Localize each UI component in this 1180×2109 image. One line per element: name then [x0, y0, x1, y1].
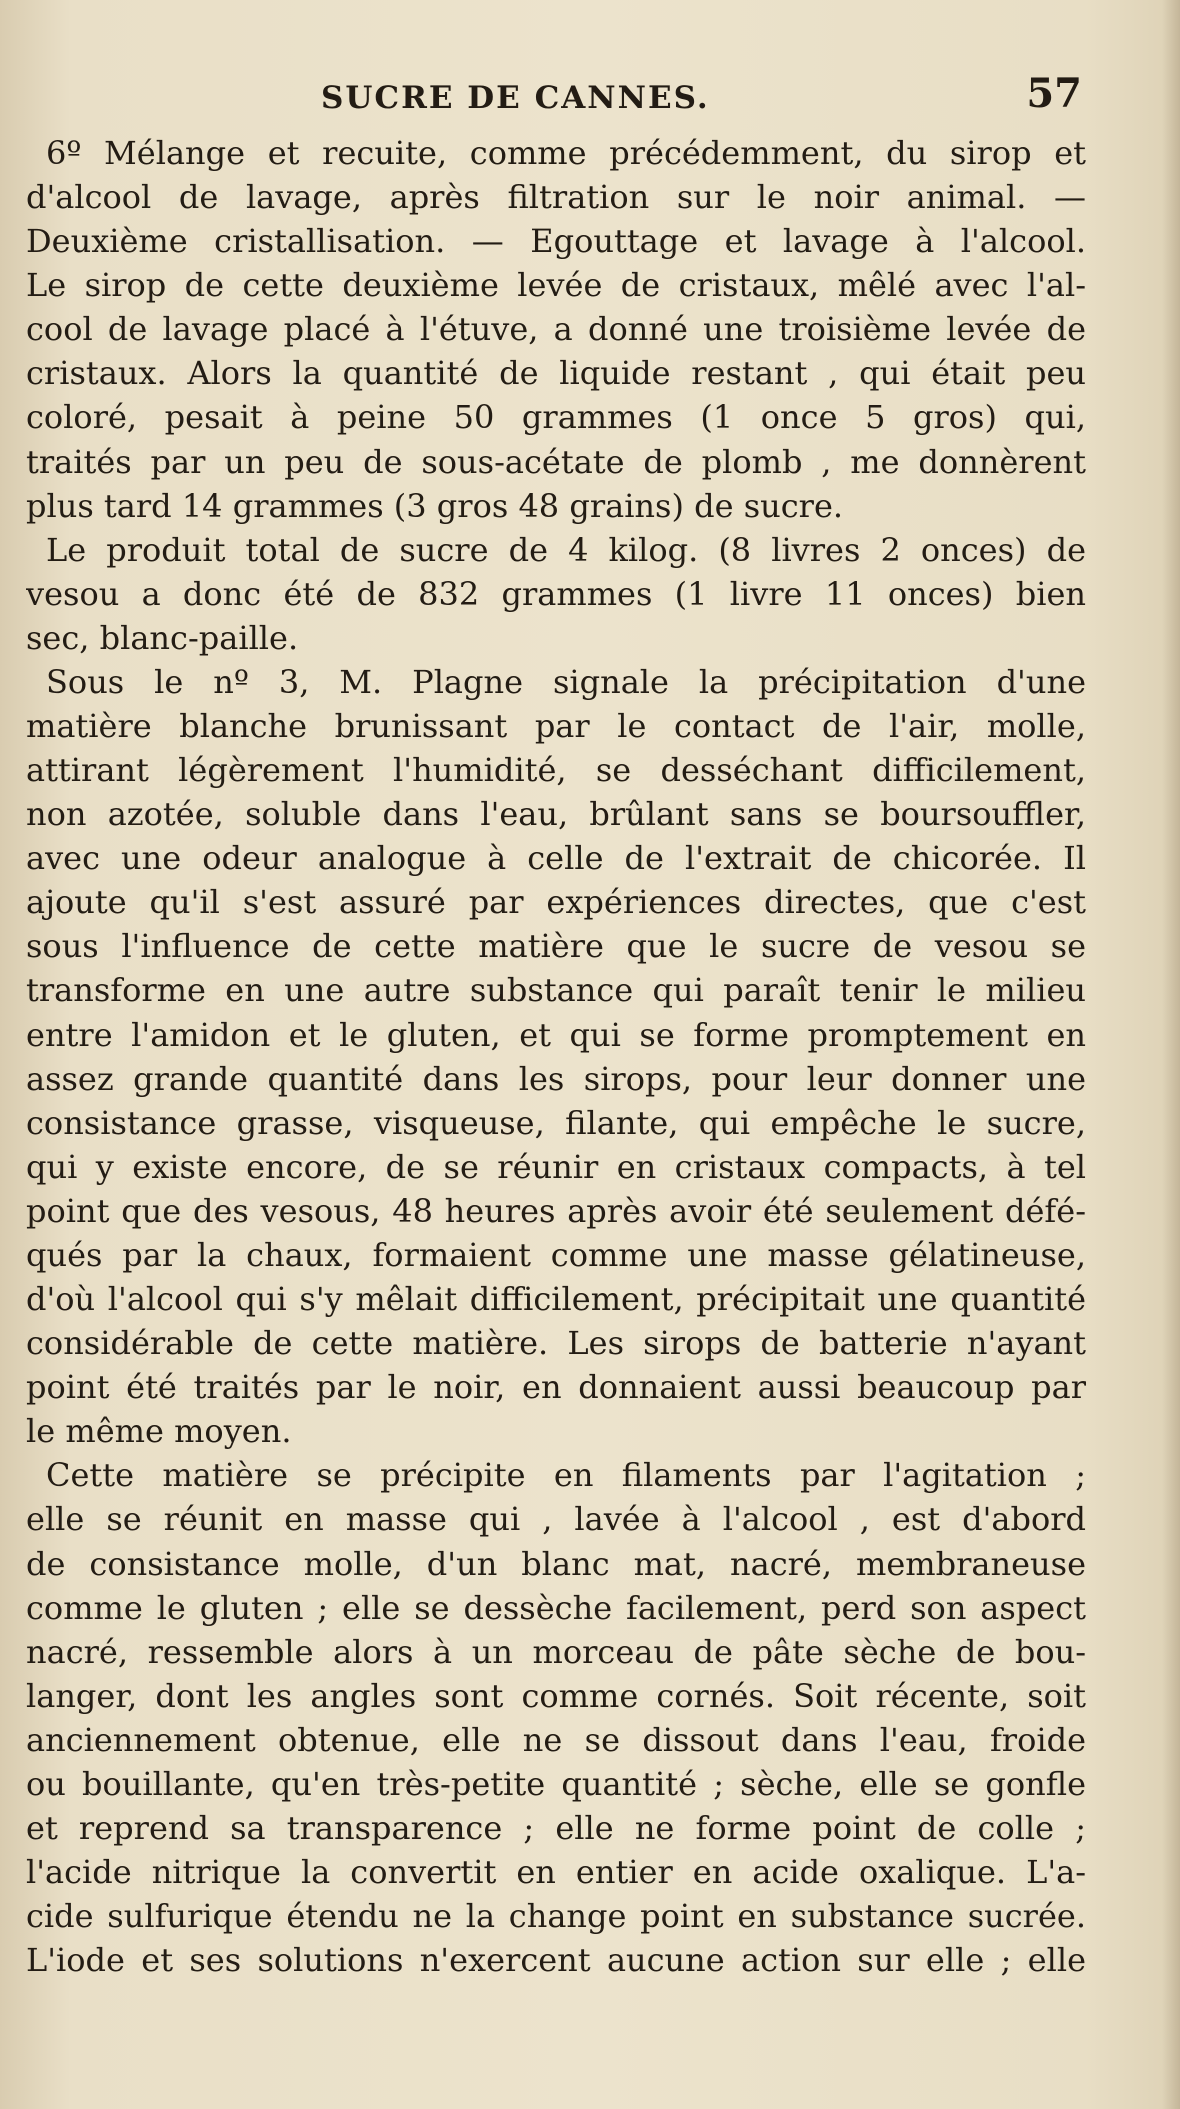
- text-line: cool de lavage placé à l'étuve, a donné une troisième levée de: [26, 310, 1086, 349]
- text-line: qui y existe encore, de se réunir en cristaux compacts, à tel: [26, 1147, 1086, 1186]
- text-line: nacré, ressemble alors à un morceau de pâte sèche de bou-: [26, 1632, 1086, 1671]
- text-line: d'où l'alcool qui s'y mêlait difficilement, précipitait une quantité: [26, 1280, 1086, 1319]
- page-edge-shadow: [1162, 0, 1180, 2109]
- page-body: [26, 131, 1086, 1982]
- text-line: vesou a donc été de 832 grammes (1 livre 11 onces) bien: [26, 574, 1086, 613]
- text-line: coloré, pesait à peine 50 grammes (1 once 5 gros) qui,: [26, 398, 1086, 437]
- text-line: traités par un peu de sous-acétate de plomb , me donnèrent: [26, 442, 1086, 481]
- text-line: avec une odeur analogue à celle de l'extrait de chicorée. Il: [26, 839, 1086, 878]
- text-line: l'acide nitrique la convertit en entier en acide oxalique. L'a-: [26, 1853, 1086, 1892]
- text-line: Le sirop de cette deuxième levée de cristaux, mêlé avec l'al-: [26, 266, 1086, 305]
- text-line: entre l'amidon et le gluten, et qui se forme promptement en: [26, 1015, 1086, 1054]
- text-line: Cette matière se précipite en filaments par l'agitation ;: [46, 1456, 1086, 1495]
- text-line: point été traités par le noir, en donnaient aussi beaucoup par: [26, 1368, 1086, 1407]
- page-number: 57: [1026, 70, 1082, 117]
- text-line: assez grande quantité dans les sirops, pour leur donner une: [26, 1059, 1086, 1098]
- text-line: Le produit total de sucre de 4 kilog. (8 livres 2 onces) de: [46, 530, 1086, 569]
- text-line: plus tard 14 grammes (3 gros 48 grains) de sucre.: [26, 486, 844, 525]
- text-line: ou bouillante, qu'en très-petite quantité ; sèche, elle se gonfle: [26, 1764, 1086, 1803]
- text-line: elle se réunit en masse qui , lavée à l'alcool , est d'abord: [26, 1500, 1086, 1539]
- text-line: ajoute qu'il s'est assuré par expériences directes, que c'est: [26, 883, 1086, 922]
- text-line: matière blanche brunissant par le contact de l'air, molle,: [26, 707, 1086, 746]
- running-title: SUCRE DE CANNES.: [321, 80, 710, 116]
- text-line: attirant légèrement l'humidité, se desséchant difficilement,: [26, 751, 1086, 790]
- text-line: sous l'influence de cette matière que le sucre de vesou se: [26, 927, 1086, 966]
- text-line: comme le gluten ; elle se dessèche facilement, perd son aspect: [26, 1588, 1086, 1627]
- text-line: L'iode et ses solutions n'exercent aucune action sur elle ; elle: [26, 1941, 1086, 1980]
- text-line: 6º Mélange et recuite, comme précédemment, du sirop et: [46, 134, 1086, 172]
- text-line: et reprend sa transparence ; elle ne forme point de colle ;: [26, 1808, 1086, 1847]
- text-line: anciennement obtenue, elle ne se dissout dans l'eau, froide: [26, 1720, 1086, 1759]
- text-line: langer, dont les angles sont comme cornés. Soit récente, soit: [26, 1676, 1086, 1715]
- text-line: le même moyen.: [26, 1412, 292, 1451]
- text-line: d'alcool de lavage, après filtration sur le noir animal. —: [26, 178, 1086, 217]
- text-line: cide sulfurique étendu ne la change point en substance sucrée.: [26, 1897, 1086, 1936]
- text-line: qués par la chaux, formaient comme une masse gélatineuse,: [26, 1235, 1086, 1274]
- text-line: sec, blanc-paille.: [26, 618, 299, 657]
- text-line: cristaux. Alors la quantité de liquide restant , qui était peu: [26, 354, 1086, 393]
- text-line: Deuxième cristallisation. — Egouttage et lavage à l'alcool.: [26, 222, 1086, 261]
- text-line: Sous le nº 3, M. Plagne signale la précipitation d'une: [46, 662, 1086, 701]
- text-line: consistance grasse, visqueuse, filante, qui empêche le sucre,: [26, 1103, 1086, 1142]
- text-line: considérable de cette matière. Les sirops de batterie n'ayant: [26, 1324, 1086, 1363]
- text-line: transforme en une autre substance qui paraît tenir le milieu: [26, 971, 1086, 1010]
- text-line: non azotée, soluble dans l'eau, brûlant sans se boursouffler,: [26, 795, 1086, 834]
- running-head: [26, 70, 1086, 130]
- text-line: de consistance molle, d'un blanc mat, nacré, membraneuse: [26, 1544, 1086, 1583]
- text-line: point que des vesous, 48 heures après avoir été seulement défé-: [26, 1191, 1086, 1230]
